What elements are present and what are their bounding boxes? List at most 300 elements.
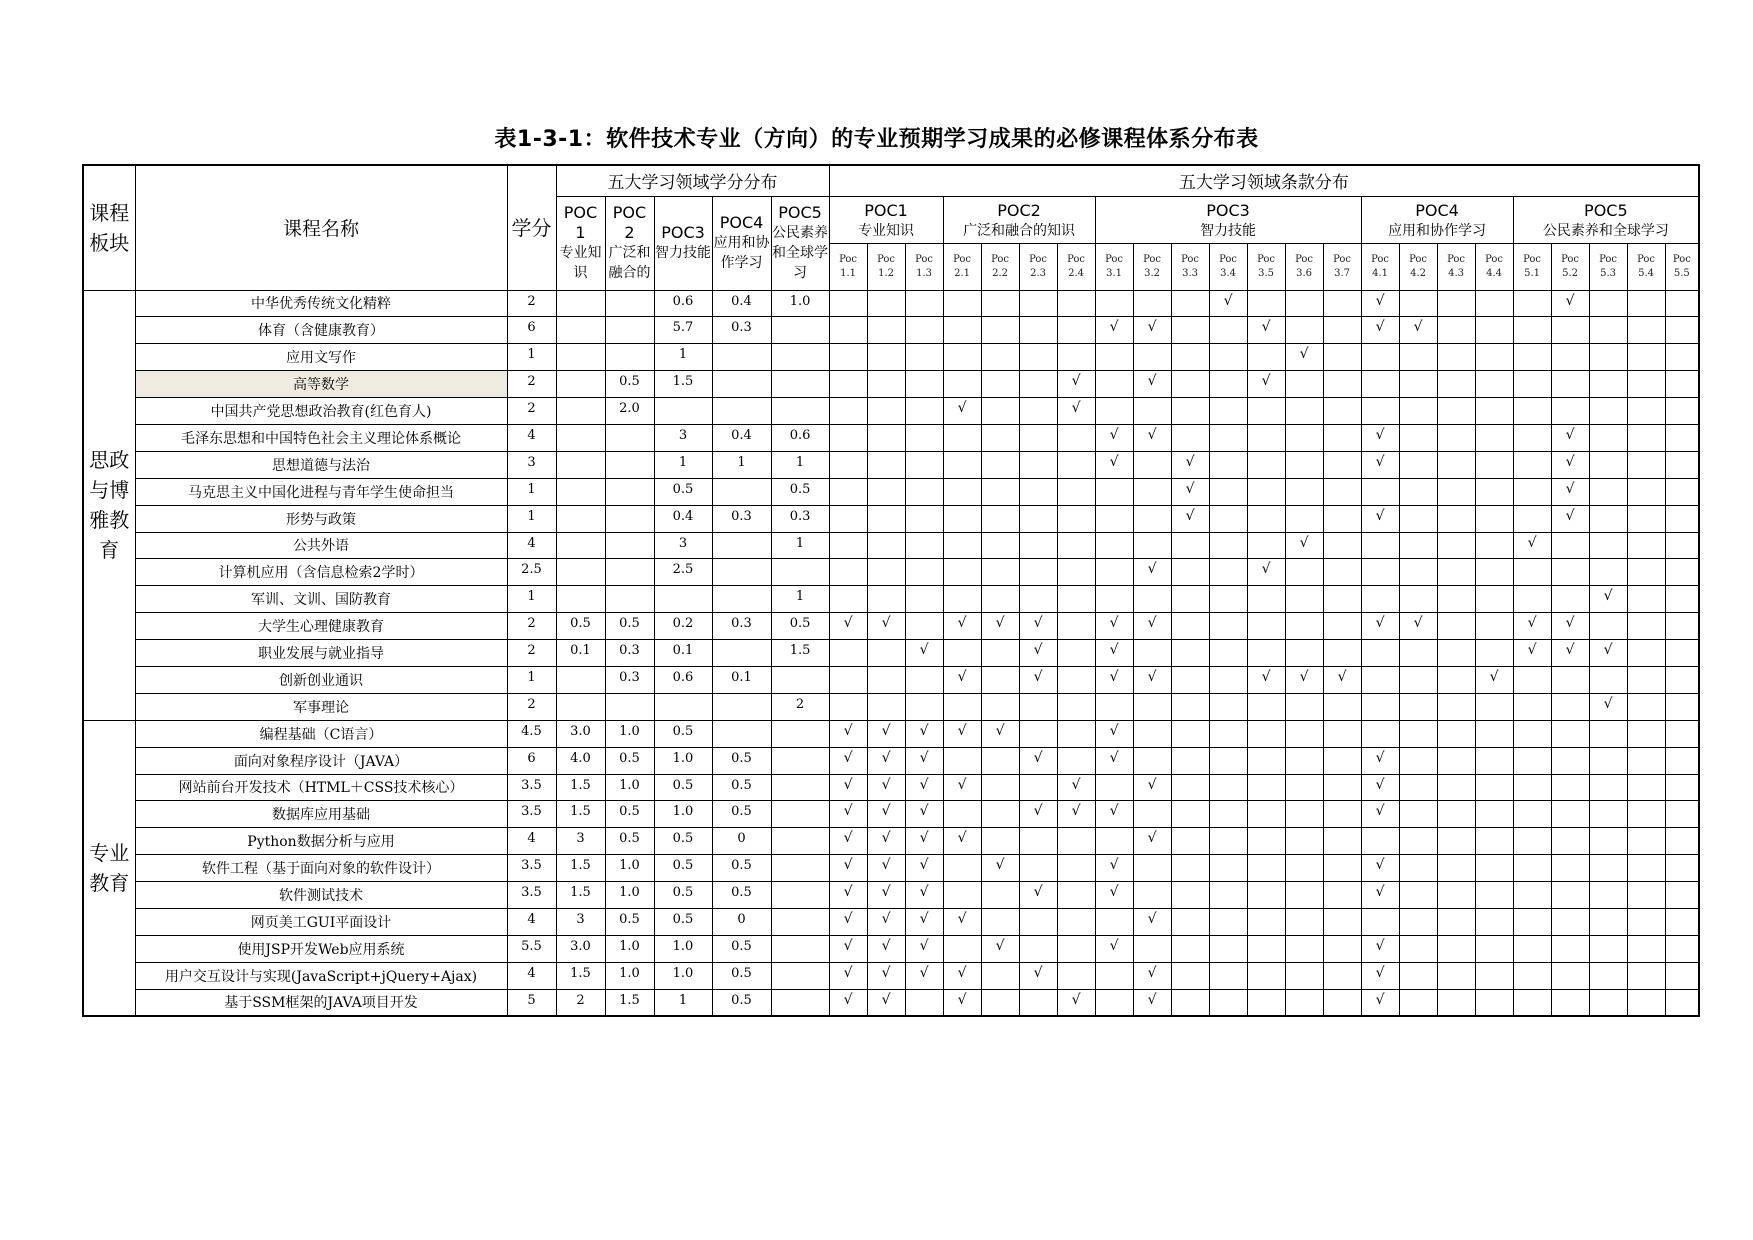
empty-cell <box>1665 371 1699 398</box>
credit-dist-cell <box>771 882 829 909</box>
empty-cell <box>1133 532 1171 559</box>
empty-cell <box>1437 908 1475 935</box>
empty-cell <box>981 398 1019 425</box>
credit-dist-cell <box>605 424 654 451</box>
empty-cell <box>1209 774 1247 801</box>
course-credit: 4.5 <box>507 720 556 747</box>
credit-dist-cell <box>771 935 829 962</box>
table-row <box>83 828 1699 855</box>
empty-cell <box>1627 882 1665 909</box>
empty-cell <box>1209 908 1247 935</box>
empty-cell <box>1627 640 1665 667</box>
empty-cell <box>1057 451 1095 478</box>
empty-cell <box>1665 828 1699 855</box>
check-mark: √ <box>1133 828 1171 855</box>
check-mark: √ <box>1095 747 1133 774</box>
credit-dist-cell: 3.0 <box>556 935 605 962</box>
credit-dist-cell <box>712 532 771 559</box>
table-row <box>83 559 1699 586</box>
empty-cell <box>1057 882 1095 909</box>
empty-cell <box>1133 640 1171 667</box>
empty-cell <box>1057 693 1095 720</box>
header-credit-poc <box>654 196 712 290</box>
empty-cell <box>1475 640 1513 667</box>
check-mark: √ <box>1589 640 1627 667</box>
empty-cell <box>1627 398 1665 425</box>
empty-cell <box>1095 398 1133 425</box>
empty-cell <box>1323 344 1361 371</box>
credit-dist-cell <box>556 586 605 613</box>
empty-cell <box>1323 962 1361 989</box>
empty-cell <box>1247 424 1285 451</box>
credit-dist-cell: 1.5 <box>556 882 605 909</box>
empty-cell <box>1513 478 1551 505</box>
empty-cell <box>1437 613 1475 640</box>
check-mark: √ <box>1133 962 1171 989</box>
header-poc-sub: Poc 3.7 <box>1323 243 1361 290</box>
check-mark: √ <box>1513 532 1551 559</box>
check-mark: √ <box>829 855 867 882</box>
course-name: 职业发展与就业指导 <box>135 640 507 667</box>
credit-dist-cell <box>556 398 605 425</box>
empty-cell <box>1133 505 1171 532</box>
empty-cell <box>1437 371 1475 398</box>
credit-dist-cell: 1.0 <box>605 720 654 747</box>
empty-cell <box>981 989 1019 1016</box>
empty-cell <box>905 613 943 640</box>
table-row <box>83 666 1699 693</box>
empty-cell <box>905 559 943 586</box>
empty-cell <box>1019 908 1057 935</box>
empty-cell <box>1019 693 1057 720</box>
empty-cell <box>1019 478 1057 505</box>
empty-cell <box>1285 801 1323 828</box>
empty-cell <box>1171 371 1209 398</box>
credit-dist-cell: 0.5 <box>556 613 605 640</box>
check-mark: √ <box>829 908 867 935</box>
empty-cell <box>829 559 867 586</box>
empty-cell <box>1095 693 1133 720</box>
empty-cell <box>1551 720 1589 747</box>
empty-cell <box>1627 317 1665 344</box>
empty-cell <box>1285 989 1323 1016</box>
empty-cell <box>1247 989 1285 1016</box>
empty-cell <box>1171 962 1209 989</box>
empty-cell <box>1285 290 1323 317</box>
course-credit: 3.5 <box>507 801 556 828</box>
credit-dist-cell: 0.4 <box>712 424 771 451</box>
empty-cell <box>1285 908 1323 935</box>
check-mark: √ <box>867 855 905 882</box>
empty-cell <box>1551 962 1589 989</box>
empty-cell <box>1475 613 1513 640</box>
poc-desc: 应用和协作学习 <box>713 235 770 271</box>
credit-dist-cell <box>712 478 771 505</box>
empty-cell <box>1437 640 1475 667</box>
credit-dist-cell: 1 <box>654 344 712 371</box>
check-mark: √ <box>1589 693 1627 720</box>
header-course-block: 课程板块 <box>83 165 135 290</box>
empty-cell <box>867 559 905 586</box>
header-poc-sub: Poc 1.1 <box>829 243 867 290</box>
empty-cell <box>905 371 943 398</box>
empty-cell <box>1361 398 1399 425</box>
empty-cell <box>1513 693 1551 720</box>
poc-code: POC 2 <box>612 203 647 242</box>
table-row <box>83 344 1699 371</box>
credit-dist-cell: 1.5 <box>556 774 605 801</box>
header-poc-group <box>1513 196 1699 243</box>
empty-cell <box>1057 478 1095 505</box>
empty-cell <box>1057 828 1095 855</box>
check-mark: √ <box>1513 613 1551 640</box>
header-poc-sub: Poc 1.3 <box>905 243 943 290</box>
empty-cell <box>905 344 943 371</box>
empty-cell <box>1285 882 1323 909</box>
credit-dist-cell: 0.3 <box>712 613 771 640</box>
credit-dist-cell: 0.5 <box>712 935 771 962</box>
check-mark: √ <box>1019 613 1057 640</box>
empty-cell <box>1475 935 1513 962</box>
empty-cell <box>1665 720 1699 747</box>
empty-cell <box>1171 882 1209 909</box>
empty-cell <box>1285 451 1323 478</box>
empty-cell <box>1133 882 1171 909</box>
empty-cell <box>1247 935 1285 962</box>
header-poc-group <box>943 196 1095 243</box>
credit-dist-cell <box>556 290 605 317</box>
check-mark: √ <box>905 801 943 828</box>
empty-cell <box>1209 640 1247 667</box>
empty-cell <box>1399 451 1437 478</box>
empty-cell <box>1513 344 1551 371</box>
poc-group-desc: 应用和协作学习 <box>1388 222 1487 239</box>
course-name: 网站前台开发技术（HTML＋CSS技术核心） <box>135 774 507 801</box>
empty-cell <box>1323 371 1361 398</box>
empty-cell <box>1399 720 1437 747</box>
credit-dist-cell: 0.5 <box>771 613 829 640</box>
empty-cell <box>1665 908 1699 935</box>
empty-cell <box>1399 640 1437 667</box>
empty-cell <box>1285 774 1323 801</box>
empty-cell <box>1627 424 1665 451</box>
credit-dist-cell: 0.5 <box>771 478 829 505</box>
empty-cell <box>1513 935 1551 962</box>
poc-group-code: POC3 <box>1206 200 1250 220</box>
empty-cell <box>1589 828 1627 855</box>
empty-cell <box>1057 290 1095 317</box>
course-credit: 3.5 <box>507 882 556 909</box>
empty-cell <box>1323 882 1361 909</box>
empty-cell <box>1437 586 1475 613</box>
empty-cell <box>1399 693 1437 720</box>
empty-cell <box>905 693 943 720</box>
credit-dist-cell <box>771 989 829 1016</box>
empty-cell <box>1095 962 1133 989</box>
empty-cell <box>1057 747 1095 774</box>
empty-cell <box>1513 962 1551 989</box>
header-credit-poc <box>712 196 771 290</box>
empty-cell <box>1285 693 1323 720</box>
header-poc-sub: Poc 4.1 <box>1361 243 1399 290</box>
empty-cell <box>1665 640 1699 667</box>
credit-dist-cell: 0.5 <box>712 855 771 882</box>
empty-cell <box>1437 693 1475 720</box>
empty-cell <box>1513 371 1551 398</box>
header-poc-sub: Poc 3.4 <box>1209 243 1247 290</box>
check-mark: √ <box>829 962 867 989</box>
credit-dist-cell <box>654 398 712 425</box>
check-mark: √ <box>867 935 905 962</box>
empty-cell <box>1057 640 1095 667</box>
empty-cell <box>1361 344 1399 371</box>
credit-dist-cell: 0.5 <box>712 882 771 909</box>
empty-cell <box>1019 828 1057 855</box>
empty-cell <box>1095 774 1133 801</box>
check-mark: √ <box>1361 505 1399 532</box>
credit-dist-cell <box>712 559 771 586</box>
empty-cell <box>829 344 867 371</box>
empty-cell <box>1399 532 1437 559</box>
empty-cell <box>905 505 943 532</box>
empty-cell <box>1665 855 1699 882</box>
empty-cell <box>1247 908 1285 935</box>
credit-dist-cell: 0.6 <box>654 290 712 317</box>
empty-cell <box>1209 666 1247 693</box>
empty-cell <box>1627 935 1665 962</box>
empty-cell <box>1209 478 1247 505</box>
empty-cell <box>1437 344 1475 371</box>
credit-dist-cell <box>771 855 829 882</box>
empty-cell <box>1209 747 1247 774</box>
empty-cell <box>1589 908 1627 935</box>
check-mark: √ <box>1095 640 1133 667</box>
empty-cell <box>1323 989 1361 1016</box>
empty-cell <box>1437 505 1475 532</box>
check-mark: √ <box>1019 640 1057 667</box>
check-mark: √ <box>1513 640 1551 667</box>
check-mark: √ <box>905 774 943 801</box>
empty-cell <box>1247 640 1285 667</box>
empty-cell <box>1019 855 1057 882</box>
empty-cell <box>1247 720 1285 747</box>
empty-cell <box>1361 478 1399 505</box>
empty-cell <box>1475 532 1513 559</box>
empty-cell <box>1399 828 1437 855</box>
empty-cell <box>1133 344 1171 371</box>
empty-cell <box>1437 532 1475 559</box>
empty-cell <box>1019 559 1057 586</box>
check-mark: √ <box>1057 371 1095 398</box>
course-name: 软件测试技术 <box>135 882 507 909</box>
empty-cell <box>1323 613 1361 640</box>
table-row <box>83 747 1699 774</box>
credit-dist-cell <box>605 344 654 371</box>
course-block-label: 专业教育 <box>83 720 135 1016</box>
empty-cell <box>1209 935 1247 962</box>
empty-cell <box>1513 720 1551 747</box>
credit-dist-cell: 0.5 <box>712 747 771 774</box>
course-credit: 5.5 <box>507 935 556 962</box>
empty-cell <box>1627 586 1665 613</box>
empty-cell <box>867 290 905 317</box>
empty-cell <box>1627 478 1665 505</box>
empty-cell <box>1551 801 1589 828</box>
empty-cell <box>1019 371 1057 398</box>
empty-cell <box>1209 451 1247 478</box>
credit-dist-cell: 0.5 <box>605 613 654 640</box>
check-mark: √ <box>1133 908 1171 935</box>
course-credit: 2 <box>507 290 556 317</box>
empty-cell <box>829 290 867 317</box>
course-name: 形势与政策 <box>135 505 507 532</box>
credit-dist-cell: 1.5 <box>654 371 712 398</box>
empty-cell <box>1551 693 1589 720</box>
empty-cell <box>1323 720 1361 747</box>
check-mark: √ <box>943 613 981 640</box>
course-credit: 3.5 <box>507 774 556 801</box>
check-mark: √ <box>943 398 981 425</box>
check-mark: √ <box>1095 317 1133 344</box>
empty-cell <box>905 478 943 505</box>
empty-cell <box>1665 801 1699 828</box>
course-name: 中国共产党思想政治教育(红色育人) <box>135 398 507 425</box>
course-name: 军训、文训、国防教育 <box>135 586 507 613</box>
credit-dist-cell: 0.3 <box>605 666 654 693</box>
check-mark: √ <box>1095 882 1133 909</box>
empty-cell <box>1551 935 1589 962</box>
empty-cell <box>1551 908 1589 935</box>
check-mark: √ <box>905 882 943 909</box>
check-mark: √ <box>1133 774 1171 801</box>
empty-cell <box>943 801 981 828</box>
course-credit: 4 <box>507 828 556 855</box>
empty-cell <box>1627 828 1665 855</box>
empty-cell <box>1057 505 1095 532</box>
credit-dist-cell: 0.1 <box>712 666 771 693</box>
table-row <box>83 882 1699 909</box>
empty-cell <box>1437 747 1475 774</box>
empty-cell <box>1057 720 1095 747</box>
empty-cell <box>1133 801 1171 828</box>
credit-dist-cell: 0.6 <box>771 424 829 451</box>
course-credit: 4 <box>507 424 556 451</box>
empty-cell <box>1513 451 1551 478</box>
empty-cell <box>1285 478 1323 505</box>
course-credit: 4 <box>507 962 556 989</box>
empty-cell <box>1019 989 1057 1016</box>
course-name: 思想道德与法治 <box>135 451 507 478</box>
empty-cell <box>1437 882 1475 909</box>
empty-cell <box>1475 962 1513 989</box>
empty-cell <box>1665 962 1699 989</box>
poc-group-code: POC2 <box>997 200 1041 220</box>
empty-cell <box>1057 586 1095 613</box>
empty-cell <box>1209 693 1247 720</box>
empty-cell <box>1247 613 1285 640</box>
empty-cell <box>1399 559 1437 586</box>
credit-dist-cell <box>771 317 829 344</box>
header-poc-sub: Poc 3.6 <box>1285 243 1323 290</box>
check-mark: √ <box>1285 532 1323 559</box>
empty-cell <box>1209 586 1247 613</box>
credit-dist-cell <box>556 505 605 532</box>
empty-cell <box>1589 559 1627 586</box>
empty-cell <box>1665 451 1699 478</box>
empty-cell <box>867 478 905 505</box>
course-name: 应用文写作 <box>135 344 507 371</box>
empty-cell <box>1437 478 1475 505</box>
empty-cell <box>905 989 943 1016</box>
empty-cell <box>1551 828 1589 855</box>
course-credit: 2 <box>507 693 556 720</box>
header-poc-sub: Poc 2.1 <box>943 243 981 290</box>
empty-cell <box>981 640 1019 667</box>
empty-cell <box>1285 828 1323 855</box>
credit-dist-cell: 2 <box>771 693 829 720</box>
empty-cell <box>1057 559 1095 586</box>
credit-dist-cell <box>771 398 829 425</box>
empty-cell <box>1627 532 1665 559</box>
empty-cell <box>1285 505 1323 532</box>
empty-cell <box>867 424 905 451</box>
poc-group-code: POC1 <box>864 200 908 220</box>
empty-cell <box>1171 290 1209 317</box>
empty-cell <box>867 666 905 693</box>
empty-cell <box>1589 290 1627 317</box>
credit-dist-cell: 1.5 <box>556 801 605 828</box>
empty-cell <box>1589 398 1627 425</box>
poc-code: POC3 <box>661 223 705 242</box>
empty-cell <box>867 532 905 559</box>
credit-dist-cell: 0.1 <box>556 640 605 667</box>
empty-cell <box>1323 640 1361 667</box>
empty-cell <box>1247 801 1285 828</box>
empty-cell <box>1133 478 1171 505</box>
credit-dist-cell: 0.2 <box>654 613 712 640</box>
empty-cell <box>1551 559 1589 586</box>
poc-desc: 公民素养和全球学习 <box>772 225 829 281</box>
course-name: 毛泽东思想和中国特色社会主义理论体系概论 <box>135 424 507 451</box>
check-mark: √ <box>1551 451 1589 478</box>
empty-cell <box>867 451 905 478</box>
header-poc-sub: Poc 3.1 <box>1095 243 1133 290</box>
empty-cell <box>1437 962 1475 989</box>
header-poc-sub: Poc 5.4 <box>1627 243 1665 290</box>
course-name: 大学生心理健康教育 <box>135 613 507 640</box>
header-poc-sub: Poc 5.3 <box>1589 243 1627 290</box>
empty-cell <box>867 344 905 371</box>
credit-dist-cell: 1.0 <box>605 962 654 989</box>
empty-cell <box>1247 747 1285 774</box>
empty-cell <box>1019 344 1057 371</box>
empty-cell <box>1475 801 1513 828</box>
check-mark: √ <box>867 801 905 828</box>
check-mark: √ <box>1209 290 1247 317</box>
empty-cell <box>905 532 943 559</box>
course-credit: 1 <box>507 344 556 371</box>
check-mark: √ <box>1133 559 1171 586</box>
empty-cell <box>1247 532 1285 559</box>
empty-cell <box>1247 828 1285 855</box>
empty-cell <box>943 505 981 532</box>
table-row <box>83 774 1699 801</box>
empty-cell <box>1285 424 1323 451</box>
empty-cell <box>1513 290 1551 317</box>
credit-dist-cell <box>712 344 771 371</box>
credit-dist-cell <box>556 693 605 720</box>
check-mark: √ <box>1361 424 1399 451</box>
